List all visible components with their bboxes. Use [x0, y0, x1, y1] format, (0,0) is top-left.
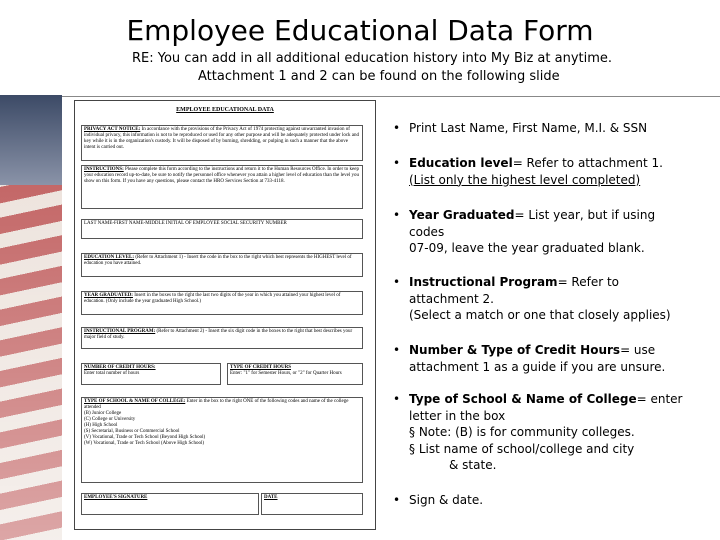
credit-type-label: TYPE OF CREDIT HOURS [230, 365, 291, 370]
privacy-label: PRIVACY ACT NOTICE: [84, 127, 141, 132]
privacy-text: In accordance with the provisions of the Privacy Act of 1974 protecting against unwarranted invasion of individual privacy, this information is not to be reproduced or used for any other purpose and will be adequately protected under lock and key while it is in the organization's custody. It will be disposed of by burning, shredding, or pulping in such a manner that the above intent is carried out. [84, 127, 360, 150]
credit-type-text: Enter: "1" for Semester Hours, or "2" for Quarter Hours [230, 371, 342, 376]
bullet-sign-date: • Sign & date. [393, 493, 484, 507]
bullet-dot: • [393, 208, 401, 222]
year-text: Insert in the boxes to the right the last two digits of the year in which you attained your highest level of education. (Only include the year graduated High School.) [84, 293, 341, 304]
bullet-dot: • [393, 275, 401, 289]
re-line-1: RE: You can add in all additional education history into My Biz at anytime. [132, 51, 613, 66]
school-code-h: (H) High School [84, 423, 118, 428]
bullet-credit-hours: • Number & Type of Credit Hours= use attachment 1 as a guide if you are unsure. [393, 343, 666, 374]
bullet-dot: • [393, 343, 401, 357]
program-text: (Refer to Attachment 2) - Insert the six digit code in the boxes to the right that best describes your major field of study. [84, 329, 353, 340]
form-image [74, 100, 376, 530]
page-title: Employee Educational Data Form [126, 14, 594, 47]
school-code-w: (W) Vocational, Trade or Tech School (Above High School) [84, 441, 205, 446]
instructions-text: Please complete this form according to the instructions and return it to the Human Resources Office. In order to keep your education record up-to-date, be sure to notify the personnel office whenever you attain a higher level of education than the level you show on this form. If you have any questions, please contact the HRO Services Section at 733-4118. [84, 167, 359, 184]
name-ssn-box [81, 219, 363, 239]
instructions-box [81, 165, 363, 209]
date-label: DATE [264, 495, 278, 500]
instructions-label: INSTRUCTIONS: [84, 167, 124, 172]
program-label: INSTRUCTIONAL PROGRAM: [84, 329, 156, 334]
education-text: (Refer to Attachment 1) - Insert the code in the box to the right which best represents the HIGHEST level of education you have attained. [84, 255, 352, 266]
credit-text: Enter total number of hours [84, 371, 140, 376]
school-code-b: (B) Junior College [84, 411, 122, 416]
bullet-dot: • [393, 121, 401, 135]
privacy-box [81, 125, 363, 161]
signature-label: EMPLOYEE'S SIGNATURE [84, 495, 148, 500]
year-box [81, 291, 363, 315]
sub-bullet-note: § Note: (B) is for community colleges. [409, 425, 635, 439]
bullet-name-ssn: • Print Last Name, First Name, M.I. & SSN [393, 121, 648, 135]
date-box [261, 493, 363, 515]
re-note [132, 50, 612, 86]
credit-hours-box [81, 363, 221, 385]
credit-type-box [227, 363, 363, 385]
bullet-dot: • [393, 156, 401, 170]
school-code-c: (C) College or University [84, 417, 136, 422]
sub-bullet-college: § List name of school/college and city [409, 441, 635, 456]
bullet-year-graduated: • Year Graduated= List year, but if using codes 07-09, leave the year graduated blank. [393, 208, 656, 255]
bullet-dot: • [393, 392, 401, 406]
year-label: YEAR GRADUATED: [84, 293, 133, 298]
school-box [81, 397, 363, 483]
credit-label: NUMBER OF CREDIT HOURS: [84, 365, 156, 370]
school-code-s: (S) Secretarial, Business or Commercial School [84, 429, 180, 434]
divider [62, 96, 720, 97]
signature-box [81, 493, 259, 515]
re-line-2: Attachment 1 and 2 can be found on the following slide [198, 69, 560, 84]
education-label: EDUCATION LEVEL: [84, 255, 135, 260]
name-ssn-label: LAST NAME-FIRST NAME-MIDDLE INITIAL OF EMPLOYEE SOCIAL SECURITY NUMBER [84, 221, 287, 226]
bullet-school-type: • Type of School & Name of College= enter letter in the box § Note: (B) is for community colleges. § List name of school/college and city & state. [393, 391, 713, 474]
school-text: Enter in the box to the right ONE of the following codes and name of the college attended [84, 399, 349, 410]
program-box [81, 327, 363, 349]
bullet-instructional-program: • Instructional Program= Refer to attachment 2. (Select a match or one that closely applies) [393, 275, 671, 322]
school-label: TYPE OF SCHOOL & NAME OF COLLEGE: [84, 399, 186, 404]
flag-canton [0, 95, 62, 185]
bullet-dot: • [393, 493, 401, 507]
form-title: EMPLOYEE EDUCATIONAL DATA [176, 107, 274, 113]
education-box [81, 253, 363, 277]
bullet-education-level: • Education level= Refer to attachment 1. (List only the highest level completed) [393, 156, 663, 187]
school-code-v: (V) Vocational, Trade or Tech School (Beyond High School) [84, 435, 206, 440]
